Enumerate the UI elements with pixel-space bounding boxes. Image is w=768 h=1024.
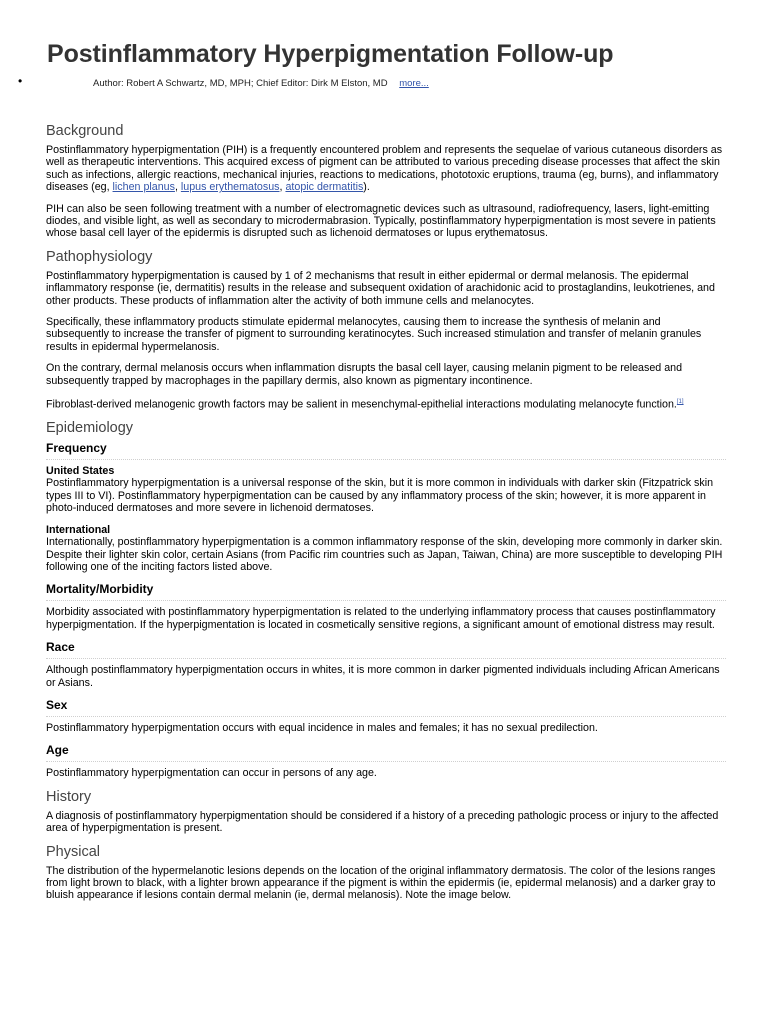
pathophysiology-paragraph-3: On the contrary, dermal melanosis occurs when inflammation disrupts the basal cell layer, causing melanin pigment to be released and subsequently trapped by macrophages in the papillary dermis, also known as pigmentary incontinence. (46, 362, 683, 387)
link-lupus-erythematosus[interactable]: lupus erythematosus (180, 181, 280, 194)
pathophysiology-paragraph-2: Specifically, these inflammatory products stimulate epidermal melanocytes, causing them to increase the synthesis of melanin and subsequently to increase the transfer of pigment to surrounding keratinocytes. Such increased stimulation and transfer of melanin granules results in epidermal hypermelanosis. (46, 316, 702, 353)
section-title-physical: Physical (46, 843, 100, 860)
reference-link[interactable]: [1] (676, 399, 684, 406)
background-p1-text: Postinflammatory hyperpigmentation (PIH) is a frequently encountered problem and represents the sequelae of various cutaneous disorders as well as therapeutic interventions. This acquired excess of pigment can be attributed to various preceding disease processes that affect the skin such as infections, allergic reactions, mechanical injuries, reactions to medications, phototoxic eruptions, trauma (eg, burns), and inflammatory diseases (eg, (46, 144, 723, 194)
age-paragraph: Postinflammatory hyperpigmentation can occur in persons of any age. (46, 767, 377, 780)
author-text: Author: Robert A Schwartz, MD, MPH; Chief Editor: Dirk M Elston, MD (93, 78, 388, 89)
subheading-age: Age (46, 743, 726, 762)
subheading-race: Race (46, 640, 726, 659)
background-p1-end: ). (363, 181, 370, 194)
link-atopic-dermatitis[interactable]: atopic dermatitis (285, 181, 364, 194)
label-united-states: United States (46, 465, 115, 478)
history-paragraph: A diagnosis of postinflammatory hyperpigmentation should be considered if a history of a preceding pathologic process or injury to the affected area of hyperpigmentation is present. (46, 809, 719, 835)
pathophysiology-p4-text: Fibroblast-derived melanogenic growth factors may be salient in mesenchymal-epithelial interactions modulating melanocyte function. (46, 398, 677, 411)
united-states-paragraph: Postinflammatory hyperpigmentation is a universal response of the skin, but it is more common in individuals with darker skin (Fitzpatrick skin types III to VI). Postinflammatory hyperpigmentation can be caused by any inflammatory process of the skin; however, it is more apparent in photo-induced dermatoses and more severe in lichenoid dermatoses. (46, 477, 714, 515)
subheading-sex: Sex (46, 698, 726, 717)
sex-paragraph: Postinflammatory hyperpigmentation occurs with equal incidence in males and females; it has no sexual predilection. (46, 721, 598, 734)
physical-paragraph: The distribution of the hypermelanotic lesions depends on the location of the original inflammatory dermatosis. The color of the lesions ranges from light brown to black, with a lighter brown appearance if the pigment is within the epidermis (ie, epidermal melanosis) and a darker gray to bluish appearance if lesions contain dermal melanin (ie, dermal melanosis). Note the image below. (46, 864, 716, 902)
link-lichen-planus[interactable]: lichen planus (112, 181, 175, 194)
subheading-frequency: Frequency (46, 441, 726, 460)
more-authors-link[interactable]: more... (399, 78, 429, 89)
international-paragraph: Internationally, postinflammatory hyperpigmentation is a common inflammatory response of the skin, developing more commonly in darker skin. Despite their lighter skin color, certain Asians (from Pacific rim countries such as Japan, Taiwan, China) are more susceptible to developing PIH following one of the inciting factors listed above. (46, 536, 723, 573)
subheading-mortality: Mortality/Morbidity (46, 582, 726, 601)
separator: , (279, 181, 286, 194)
mortality-paragraph: Morbidity associated with postinflammatory hyperpigmentation is related to the underlying inflammatory process that causes postinflammatory hyperpigmentation. If the hyperpigmentation is located in cosmetically sensitive regions, a significant amount of emotional distress may result. (46, 606, 716, 631)
section-title-pathophysiology: Pathophysiology (46, 248, 153, 265)
page-title: Postinflammatory Hyperpigmentation Follow-up (47, 40, 614, 68)
pathophysiology-paragraph-1: Postinflammatory hyperpigmentation is caused by 1 of 2 mechanisms that result in either epidermal or dermal melanosis. The epidermal inflammatory response (ie, dermatitis) results in the release and subsequent oxidation of arachidonic acid to prostaglandins, leukotrienes, and other products. These products of inflammation alter the activity of both immune cells and melanocytes. (46, 269, 715, 307)
race-paragraph: Although postinflammatory hyperpigmentation occurs in whites, it is more common in darker pigmented individuals including African Americans or Asians. (46, 664, 720, 689)
separator: , (174, 181, 181, 194)
section-title-epidemiology: Epidemiology (46, 420, 134, 437)
section-title-history: History (46, 788, 92, 805)
author-line (93, 78, 429, 89)
background-paragraph-1 (46, 144, 726, 194)
label-international: International (46, 523, 111, 536)
background-paragraph-2: PIH can also be seen following treatment with a number of electromagnetic devices such as ultrasound, radiofrequency, lasers, light-emitting diodes, and visible light, as well as secondary to microdermabrasion. Typically, postinflammatory hyperpigmentation is most severe in patients whose basal cell layer of the epidermis is disrupted such as lichenoid dermatoses or lupus erythematosus. (46, 202, 716, 240)
section-title-background: Background (46, 123, 124, 139)
article-content (46, 123, 726, 911)
list-bullet: • (18, 74, 23, 88)
pathophysiology-paragraph-4 (46, 396, 726, 411)
